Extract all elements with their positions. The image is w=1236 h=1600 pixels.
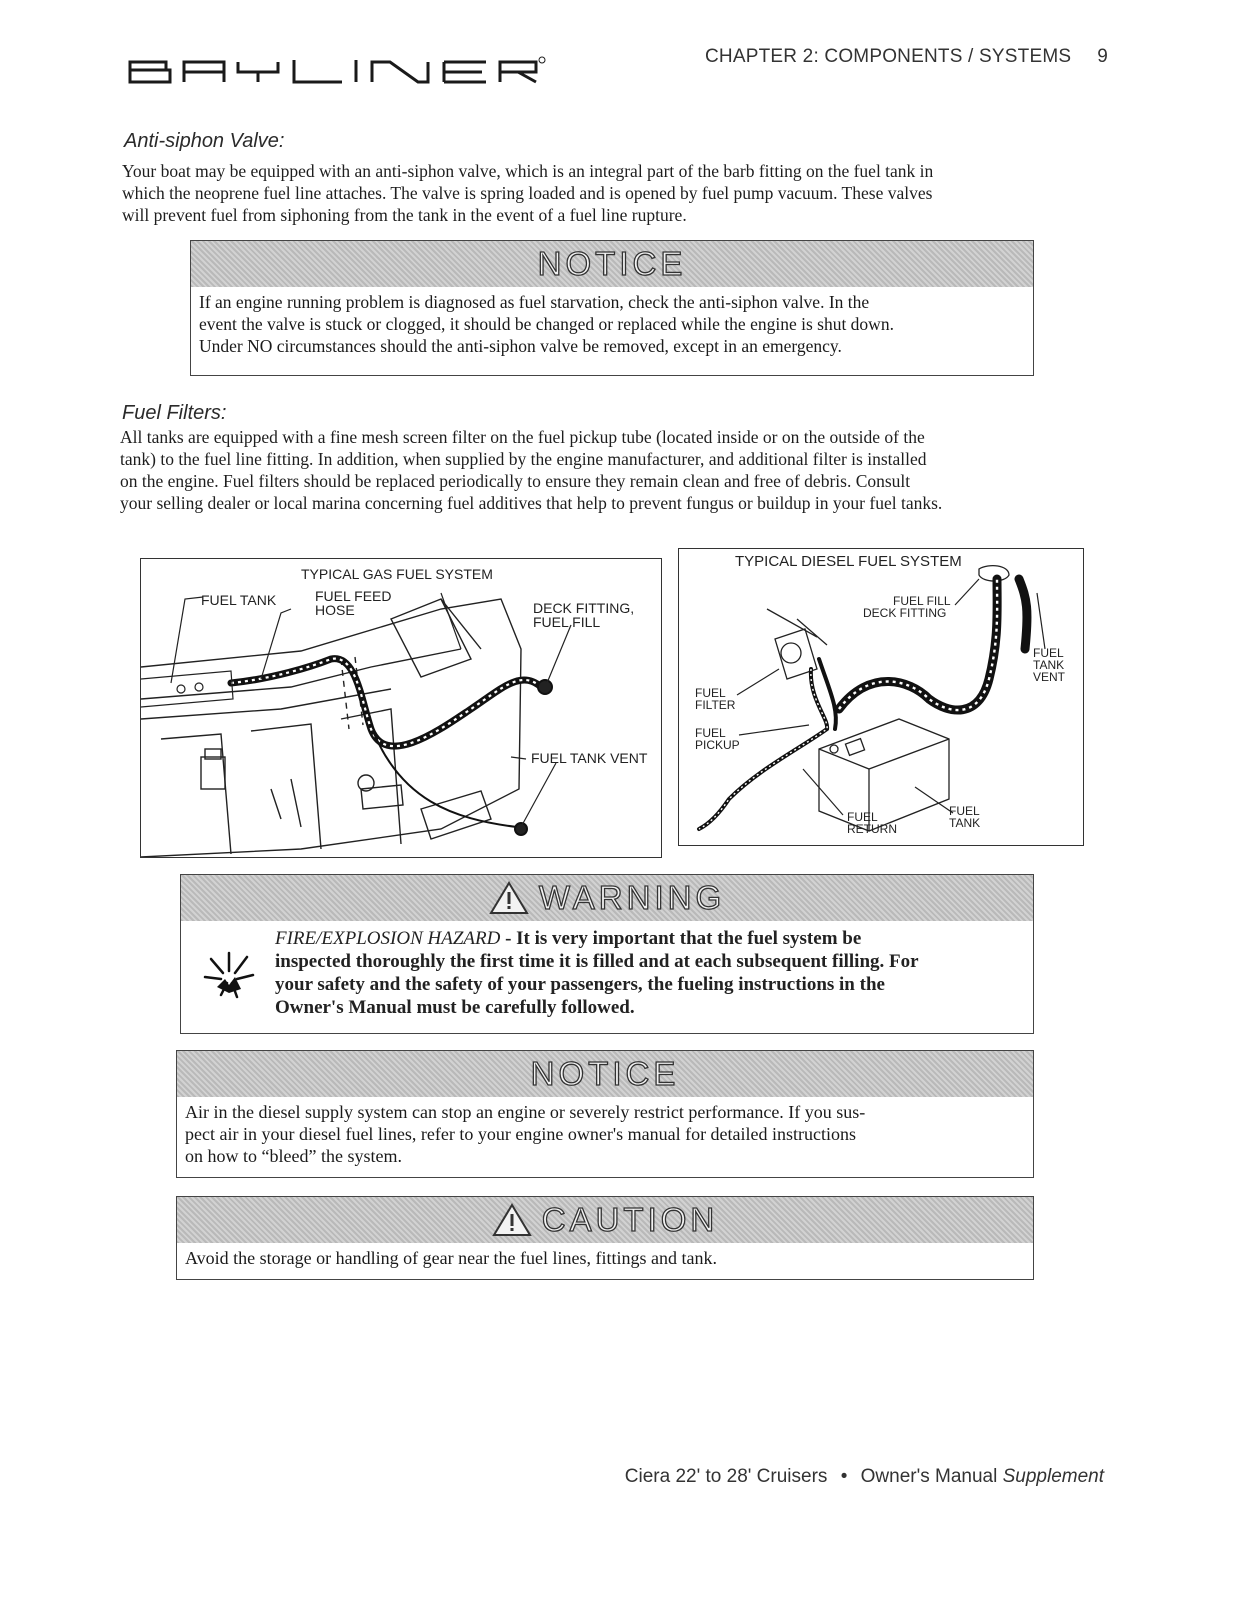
chapter-header bbox=[705, 46, 1108, 68]
label-deck-fitting: DECK FITTING bbox=[863, 606, 947, 620]
warning-line bbox=[275, 927, 1015, 950]
page-footer bbox=[625, 1466, 1104, 1488]
notice-line: Air in the diesel supply system can stop an engine or severely restrict performance. If you sus- bbox=[185, 1102, 866, 1122]
label-vent: VENT bbox=[1033, 670, 1066, 684]
notice-banner bbox=[191, 241, 1033, 287]
gas-fuel-system-diagram bbox=[140, 558, 662, 858]
notice-line: Under NO circumstances should the anti-siphon valve be removed, except in an emergency. bbox=[199, 336, 842, 356]
label-vent-fuel: FUEL bbox=[1033, 646, 1064, 660]
fuel-filters-paragraph bbox=[120, 426, 1115, 514]
warning-box bbox=[180, 874, 1034, 1034]
paragraph-line: All tanks are equipped with a fine mesh screen filter on the fuel pickup tube (located inside or on the outside of the bbox=[120, 427, 925, 447]
label-fuel-return: RETURN bbox=[847, 822, 897, 836]
label-fuel-filter: FILTER bbox=[695, 698, 736, 712]
chapter-title: CHAPTER 2: COMPONENTS / SYSTEMS bbox=[705, 46, 1072, 67]
notice-label: NOTICE bbox=[537, 245, 687, 282]
diesel-diagram-title: TYPICAL DIESEL FUEL SYSTEM bbox=[735, 553, 962, 570]
footer-bullet: • bbox=[840, 1466, 848, 1487]
label-return-fuel: FUEL bbox=[847, 810, 878, 824]
notice-line: pect air in your diesel fuel lines, refer to your engine owner's manual for detailed instructions bbox=[185, 1124, 857, 1144]
label-fuel-fill: FUEL FILL bbox=[533, 614, 601, 630]
label-fuel-feed: FUEL FEED bbox=[315, 588, 392, 604]
warning-banner bbox=[181, 875, 1033, 921]
footer-supplement: Supplement bbox=[1002, 1466, 1104, 1487]
footer-model: Ciera 22' to 28' Cruisers bbox=[624, 1466, 828, 1487]
hazard-title: FIRE/EXPLOSION HAZARD bbox=[275, 928, 501, 949]
paragraph-line: will prevent fuel from siphoning from the tank in the event of a fuel line rupture. bbox=[122, 205, 687, 225]
label-fuel-feed-hose: HOSE bbox=[315, 602, 355, 618]
warning-text bbox=[275, 927, 1015, 1019]
notice-text bbox=[191, 287, 1033, 363]
bayliner-logo bbox=[128, 52, 548, 88]
label-filter-fuel: FUEL bbox=[695, 686, 726, 700]
paragraph-line: on the engine. Fuel filters should be replaced periodically to ensure they remain clean and free of debris. Consult bbox=[120, 471, 911, 491]
label-vent-tank: TANK bbox=[1033, 658, 1065, 672]
warning-line-2: inspected thoroughly the first time it is filled and at each subsequent filling. For bbox=[275, 951, 919, 972]
fuel-filters-title: Fuel Filters: bbox=[122, 402, 227, 424]
caution-banner bbox=[177, 1197, 1033, 1243]
caution-triangle-icon bbox=[492, 1203, 532, 1237]
notice-line: on how to “bleed” the system. bbox=[185, 1146, 402, 1166]
paragraph-line: Your boat may be equipped with an anti-siphon valve, which is an integral part of the barb fitting on the fuel tank in bbox=[122, 161, 934, 181]
label-deck-fitting: DECK FITTING, bbox=[533, 600, 635, 616]
footer-manual: Owner's Manual bbox=[860, 1466, 998, 1487]
warning-line-4: Owner's Manual must be carefully followed. bbox=[275, 997, 635, 1018]
page-number: 9 bbox=[1097, 46, 1108, 67]
paragraph-line: your selling dealer or local marina concerning fuel additives that help to prevent fungus or buildup in your fuel tanks. bbox=[120, 493, 943, 513]
diesel-fuel-system-illustration bbox=[679, 549, 1083, 845]
notice-text bbox=[177, 1097, 1033, 1173]
warning-line-1: - It is very important that the fuel system be bbox=[500, 928, 862, 949]
notice-label: NOTICE bbox=[530, 1055, 680, 1092]
notice-line: If an engine running problem is diagnosed as fuel starvation, check the anti-siphon valve. In the bbox=[199, 292, 870, 312]
explosion-icon bbox=[199, 945, 259, 1005]
label-fuel-pickup: PICKUP bbox=[695, 738, 740, 752]
label-fuel-tank: TANK bbox=[949, 816, 981, 830]
gas-diagram-title: TYPICAL GAS FUEL SYSTEM bbox=[301, 566, 493, 582]
warning-line-3: your safety and the safety of your passengers, the fueling instructions in the bbox=[275, 974, 885, 995]
warning-triangle-icon bbox=[489, 881, 529, 915]
notice-line: event the valve is stuck or clogged, it should be changed or replaced while the engine is shut down. bbox=[199, 314, 894, 334]
notice-box-diesel bbox=[176, 1050, 1034, 1178]
caution-text: Avoid the storage or handling of gear near the fuel lines, fittings and tank. bbox=[185, 1248, 718, 1268]
paragraph-line: tank) to the fuel line fitting. In addition, when supplied by the engine manufacturer, and additional filter is installed bbox=[120, 449, 927, 469]
label-fuel-fill-deck: FUEL FILL bbox=[893, 594, 951, 608]
caution-box bbox=[176, 1196, 1034, 1280]
label-pickup-fuel: FUEL bbox=[695, 726, 726, 740]
diesel-fuel-system-diagram bbox=[678, 548, 1084, 846]
notice-banner bbox=[177, 1051, 1033, 1097]
label-fuel-tank: FUEL TANK bbox=[201, 592, 277, 608]
notice-box bbox=[190, 240, 1034, 376]
label-fuel-tank-vent: FUEL TANK VENT bbox=[531, 750, 648, 766]
anti-siphon-title: Anti-siphon Valve: bbox=[124, 130, 285, 152]
caution-label: CAUTION bbox=[541, 1201, 719, 1238]
warning-label: WARNING bbox=[538, 879, 726, 916]
label-tank-fuel: FUEL bbox=[949, 804, 980, 818]
anti-siphon-paragraph bbox=[122, 160, 1112, 226]
paragraph-line: which the neoprene fuel line attaches. The valve is spring loaded and is opened by fuel pump vacuum. These valves bbox=[122, 183, 933, 203]
